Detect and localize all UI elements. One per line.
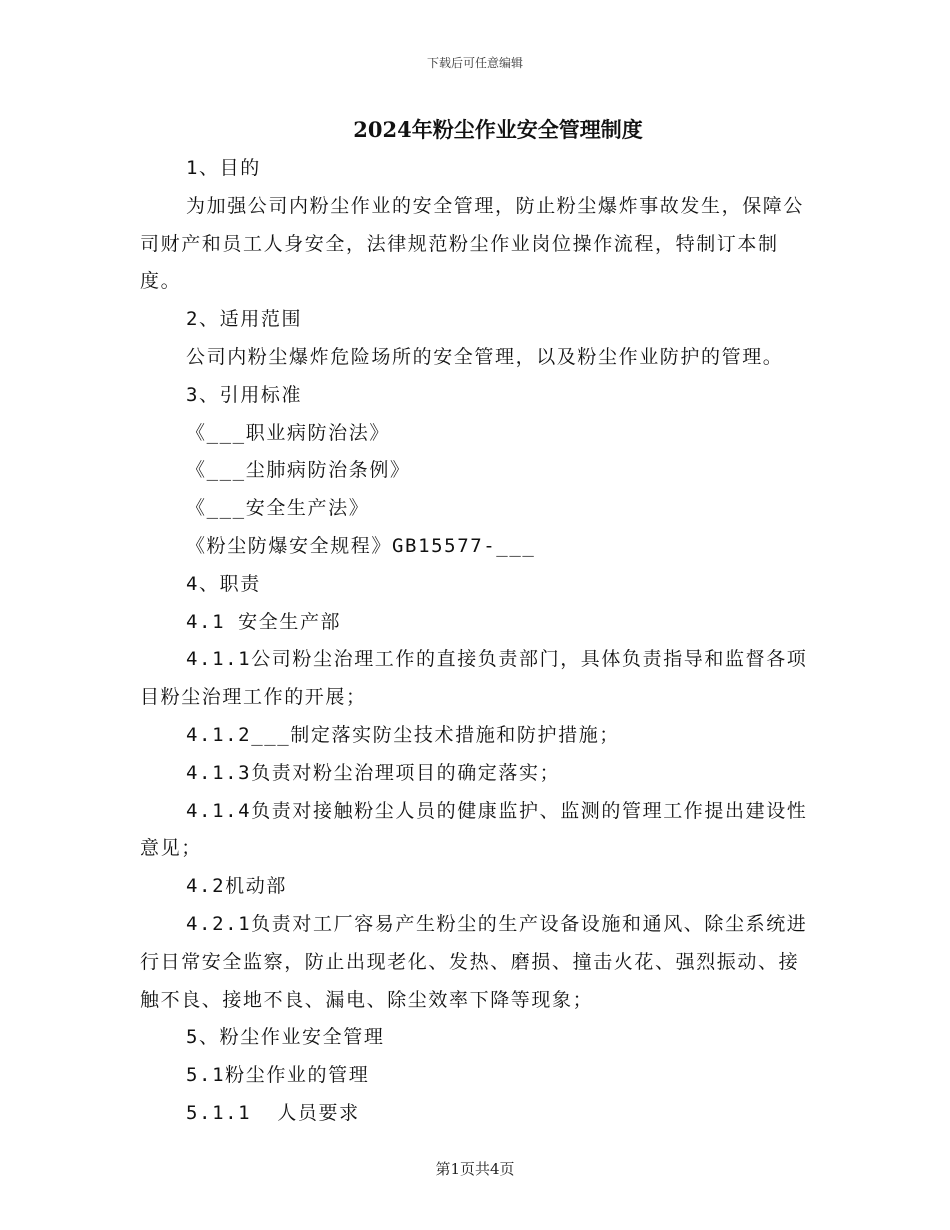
paragraph: 《___安全生产法》 xyxy=(186,497,370,520)
paragraph: 4.1.2___制定落实防尘技术措施和防护措施； xyxy=(186,723,620,746)
paragraph: 2、适用范围 xyxy=(186,308,303,331)
paragraph: 4.1.1公司粉尘治理工作的直接负责部门，具体负责指导和监督各项目粉尘治理工作的开展； xyxy=(140,648,808,709)
paragraph: 5.1.1 人员要求 xyxy=(186,1101,360,1124)
paragraph: 公司内粉尘爆炸危险场所的安全管理，以及粉尘作业防护的管理。 xyxy=(186,345,784,368)
paragraph: 4.1.3负责对粉尘治理项目的确定落实； xyxy=(186,761,561,784)
paragraph: 4.2.1负责对工厂容易产生粉尘的生产设备设施和通风、除尘系统进行日常安全监察，防止出现老化、发热、磨损、撞击火花、强烈振动、接触不良、接地不良、漏电、除尘效率下降等现象； xyxy=(140,912,808,1011)
paragraph: 4.2机动部 xyxy=(186,875,287,898)
paragraph: 1、目的 xyxy=(186,157,261,179)
paragraph: 4.1.4负责对接触粉尘人员的健康监护、监测的管理工作提出建设性意见； xyxy=(140,799,808,860)
paragraph: 《___职业病防治法》 xyxy=(186,421,390,444)
paragraph: 《粉尘防爆安全规程》GB15577-___ xyxy=(186,534,536,557)
header-note: 下载后可任意编辑 xyxy=(426,56,523,70)
paragraph: 5、粉尘作业安全管理 xyxy=(186,1026,385,1049)
paragraph: 3、引用标准 xyxy=(186,383,303,406)
paragraph: 4、职责 xyxy=(186,572,261,595)
document-title: 2024年粉尘作业安全管理制度 xyxy=(353,117,643,142)
document-body xyxy=(140,150,812,1133)
paragraph: 4.1 安全生产部 xyxy=(186,610,342,633)
paragraph: 5.1粉尘作业的管理 xyxy=(186,1064,370,1087)
page-footer: 第1页共4页 xyxy=(435,1160,515,1178)
paragraph: 《___尘肺病防治条例》 xyxy=(186,459,411,482)
paragraph: 为加强公司内粉尘作业的安全管理，防止粉尘爆炸事故发生，保障公司财产和员工人身安全，法律规范粉尘作业岗位操作流程，特制订本制度。 xyxy=(140,194,805,293)
